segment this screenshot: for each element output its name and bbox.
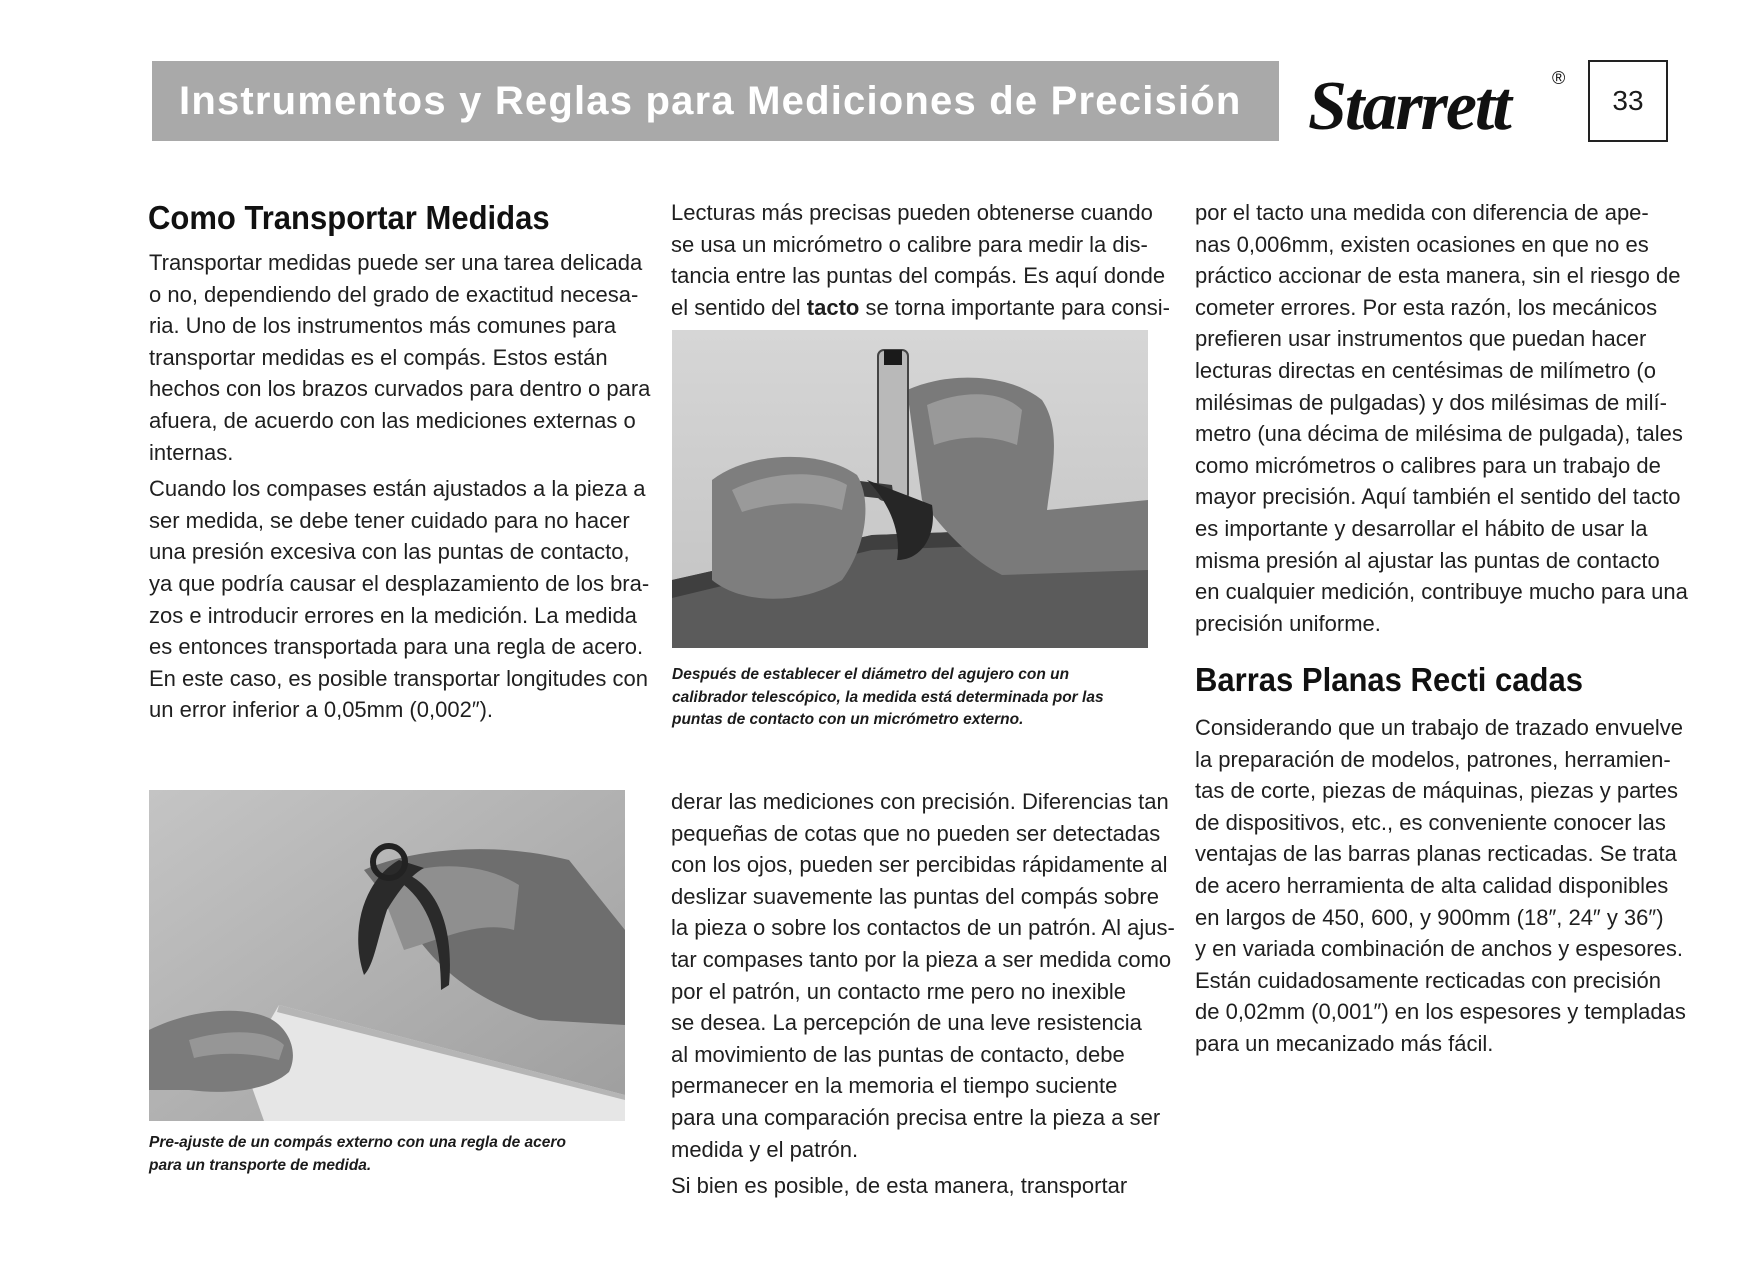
text-line: transportar medidas es el compás. Estos están (149, 344, 608, 370)
text-fragment: se torna importante para consi- (859, 294, 1170, 320)
text-line-with-bold (671, 292, 1170, 324)
caption-line: para un transporte de medida. (149, 1156, 372, 1174)
text-line: afuera, de acuerdo con las mediciones externas o (149, 407, 636, 433)
photo-caliper-ruler-image (149, 790, 625, 1121)
text-line: es importante y desarrollar el hábito de usar la (1195, 515, 1648, 541)
page-title: Instrumentos y Reglas para Mediciones de Precisión (179, 78, 1242, 123)
text-line: ria. Uno de los instrumentos más comunes para (149, 313, 617, 339)
text-line: para un mecanizado más fácil. (1195, 1030, 1494, 1056)
caption-line: puntas de contacto con un micrómetro externo. (672, 711, 1024, 728)
col3-text-bottom (1195, 712, 1686, 1060)
text-line: de dispositivos, etc., es conveniente conocer las (1195, 809, 1666, 835)
page-number-box (1588, 60, 1668, 142)
text-line: o no, dependiendo del grado de exactitud necesa- (149, 281, 639, 307)
text-line: tas de corte, piezas de máquinas, piezas y partes (1195, 778, 1679, 804)
starrett-logo (1306, 62, 1576, 142)
bold-term-tacto: tacto (806, 294, 860, 320)
text-line: al movimiento de las puntas de contacto, debe (671, 1041, 1125, 1067)
text-line: ya que podría causar el desplazamiento de los bra- (149, 570, 650, 596)
text-line: mayor precisión. Aquí también el sentido del tacto (1195, 484, 1681, 510)
text-line: prefieren usar instrumentos que puedan hacer (1195, 326, 1647, 352)
col2-text-bottom (671, 786, 1175, 1202)
text-line: hechos con los brazos curvados para dentro o para (149, 376, 651, 402)
text-line: medida y el patrón. (671, 1136, 859, 1162)
registered-mark: ® (1552, 68, 1566, 88)
text-line: milésimas de pulgadas) y dos milésimas de milí- (1195, 389, 1667, 415)
page-number: 33 (1612, 85, 1644, 116)
text-line: pequeñas de cotas que no pueden ser detectadas (671, 820, 1161, 846)
text-line: por el tacto una medida con diferencia de ape- (1195, 200, 1649, 225)
text-line: es entonces transportada para una regla de acero. (149, 634, 644, 660)
photo-micrometer-image (672, 330, 1148, 648)
text-line: con los ojos, pueden ser percibidas rápidamente al (671, 852, 1168, 878)
text-line: en cualquier medición, contribuye mucho para una (1195, 579, 1688, 605)
col3-text-top (1195, 197, 1688, 639)
starrett-logo-wordmark (1306, 62, 1576, 142)
text-line: lecturas directas en centésimas de milímetro (o (1195, 357, 1656, 383)
text-line: ventajas de las barras planas recticadas. Se trata (1195, 841, 1677, 867)
photo-micrometer (672, 330, 1148, 648)
text-line: y en variada combinación de anchos y espesores. (1195, 936, 1683, 962)
text-line: en largos de 450, 600, y 900mm (18″, 24″ y 36″) (1195, 904, 1664, 930)
text-line: un error inferior a 0,05mm (0,002″). (149, 697, 494, 723)
section-heading-transportar: Como Transportar Medidas (148, 199, 550, 236)
caption-line: Pre-ajuste de un compás externo con una regla de acero (149, 1134, 566, 1151)
text-line: la preparación de modelos, patrones, herramien- (1195, 746, 1671, 772)
text-line: zos e introducir errores en la medición. La medida (149, 602, 637, 628)
text-line: deslizar suavemente las puntas del compás sobre (671, 883, 1159, 909)
text-line: Transportar medidas puede ser una tarea delicada (149, 250, 643, 275)
text-fragment: el sentido del (671, 294, 807, 320)
text-line: Están cuidadosamente recticadas con precisión (1195, 967, 1661, 993)
text-line: se usa un micrómetro o calibre para medir la dis- (671, 231, 1148, 257)
caption-caliper-ruler (149, 1132, 566, 1177)
text-line: práctico accionar de esta manera, sin el riesgo de (1195, 263, 1681, 289)
text-line: cometer errores. Por esta razón, los mecánicos (1195, 294, 1658, 320)
caption-line: Después de establecer el diámetro del agujero con un (672, 666, 1070, 683)
col2-text-top (671, 197, 1170, 323)
caption-line: calibrador telescópico, la medida está determinada por las (672, 688, 1104, 706)
text-line: se desea. La percepción de una leve resistencia (671, 1010, 1142, 1036)
text-line: Considerando que un trabajo de trazado envuelve (1195, 715, 1684, 740)
text-line: permanecer en la memoria el tiempo suciente (671, 1073, 1118, 1099)
text-line: para una comparación precisa entre la pieza a ser (671, 1104, 1161, 1130)
text-line: como micrómetros o calibres para un trabajo de (1195, 452, 1661, 478)
text-line: derar las mediciones con precisión. Diferencias tan (671, 789, 1169, 814)
brand-text: Starrett (1308, 68, 1510, 142)
text-line: Lecturas más precisas pueden obtenerse cuando (671, 200, 1153, 225)
text-line: una presión excesiva con las puntas de contacto, (149, 539, 630, 565)
text-line: la pieza o sobre los contactos de un patrón. Al ajus- (671, 915, 1175, 941)
text-line: Si bien es posible, de esta manera, transportar (671, 1173, 1128, 1199)
caption-micrometer (672, 664, 1104, 732)
text-line: tar compases tanto por la pieza a ser medida como (671, 946, 1172, 972)
text-line: metro (una décima de milésima de pulgada), tales (1195, 421, 1683, 447)
title-banner (152, 61, 1279, 141)
photo-caliper-ruler (149, 790, 625, 1121)
text-line: nas 0,006mm, existen ocasiones en que no es (1195, 231, 1649, 257)
text-line: de acero herramienta de alta calidad disponibles (1195, 872, 1669, 898)
text-line: por el patrón, un contacto rme pero no inexible (671, 978, 1126, 1004)
text-line: precisión uniforme. (1195, 610, 1381, 636)
section-heading-barras: Barras Planas Recti cadas (1195, 661, 1583, 698)
text-line: misma presión al ajustar las puntas de contacto (1195, 547, 1660, 573)
text-line: de 0,02mm (0,001″) en los espesores y templadas (1195, 999, 1686, 1025)
text-line: internas. (149, 439, 234, 465)
text-line: Cuando los compases están ajustados a la pieza a (149, 476, 646, 502)
text-line: tancia entre las puntas del compás. Es aquí donde (671, 263, 1166, 289)
col1-text (149, 247, 650, 726)
text-line: ser medida, se debe tener cuidado para no hacer (149, 507, 630, 533)
text-line: En este caso, es posible transportar longitudes con (149, 665, 648, 691)
